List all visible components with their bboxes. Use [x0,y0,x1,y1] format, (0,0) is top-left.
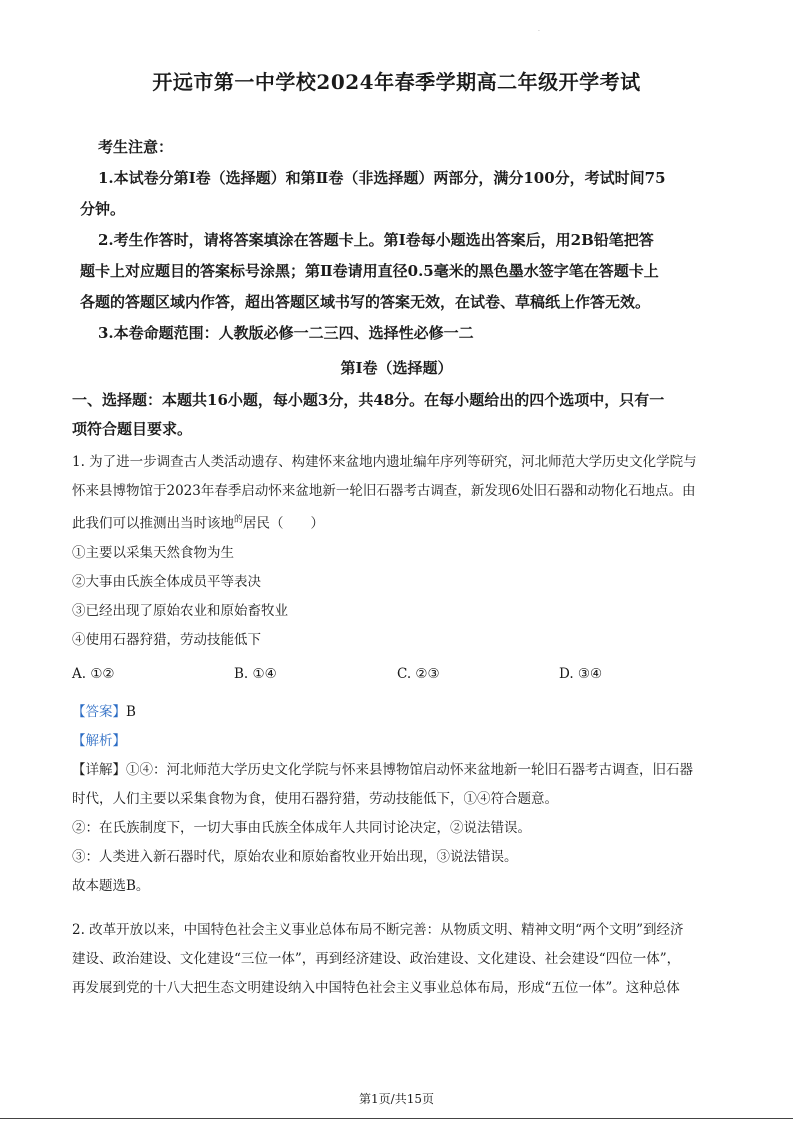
page-footer: 第1页/共15页 [359,1092,434,1106]
answer-tag: 【答案】 [72,704,126,720]
question-line: 建设、政治建设、文化建设“三位一体”，再到经济建设、政治建设、文化建设、社会建设“四位一体”， [72,951,681,967]
option-c: C. ②③ [397,666,440,682]
section-heading-line: 项符合题目要求。 [72,420,193,438]
footer-divider [0,1118,793,1119]
question-line: 再发展到党的十八大把生态文明建设纳入中国特色社会主义事业总体布局，形成“五位一体”。这种总体 [72,980,680,996]
question-1-stem [72,448,724,655]
statement: ④使用石器狩猎，劳动技能低下 [72,631,261,648]
question-line: 怀来县博物馆于2023年春季启动怀来盆地新一轮旧石器考古调查，新发现6处旧石器和动物化石地点。由 [72,483,696,499]
detail-line: 故本题选B。 [72,878,150,894]
notice-line: 题卡上对应题目的答案标号涂黑；第Ⅱ卷请用直径0.5毫米的黑色墨水签字笔在答题卡上 [80,262,659,280]
notice-block [80,132,720,349]
option-b: B. ①④ [234,666,277,682]
statement: ①主要以采集天然食物为生 [72,544,234,561]
question-1-solution [72,698,724,901]
analysis-tag: 【解析】 [72,733,126,749]
exam-title: 开远市第一中学校2024年春季学期高二年级开学考试 [152,70,641,94]
answer-value: B [126,704,136,720]
statement: ③已经出现了原始农业和原始畜牧业 [72,602,288,619]
notice-line: 1.本试卷分第Ⅰ卷（选择题）和第Ⅱ卷（非选择题）两部分，满分100分，考试时间75 [98,169,666,187]
detail-line: ②：在氏族制度下，一切大事由氏族全体成年人共同讨论决定，②说法错误。 [72,820,531,836]
detail-line: 时代，人们主要以采集食物为食，使用石器狩猎，劳动技能低下，①④符合题意。 [72,791,558,807]
notice-line: 3.本卷命题范围：人教版必修一二三四、选择性必修一二 [98,324,474,342]
section-heading-line: 一、选择题：本题共16小题，每小题3分，共48分。在每小题给出的四个选项中，只有一 [72,391,665,409]
answer-line [72,698,724,727]
question-text: 居民（ ） [243,515,325,532]
corner-dot: · [538,28,540,35]
section-title: 第Ⅰ卷（选择题） [340,359,453,377]
notice-line: 分钟。 [80,200,126,218]
notice-line: 各题的答题区域内作答，超出答题区域书写的答案无效，在试卷、草稿纸上作答无效。 [80,293,651,311]
question-1-options [72,666,724,690]
question-line: 2. 改革开放以来，中国特色社会主义事业总体布局不断完善：从物质文明、精神文明“两个文明”到经济 [72,922,684,938]
section-heading [72,386,722,444]
notice-heading: 考生注意： [98,138,174,156]
notice-line: 2.考生作答时，请将答案填涂在答题卡上。第Ⅰ卷每小题选出答案后，用2B铅笔把答 [98,231,654,249]
question-2-stem [72,916,724,1003]
question-text: 此我们可以推测出当时该地 [72,515,234,532]
edit-mark: 的 [234,515,244,525]
detail-line: 【详解】①④：河北师范大学历史文化学院与怀来县博物馆启动怀来盆地新一轮旧石器考古调查，旧石器 [72,762,693,778]
option-a: A. ①② [72,666,115,682]
statement: ②大事由氏族全体成员平等表决 [72,573,261,590]
option-d: D. ③④ [559,666,603,682]
detail-line: ③：人类进入新石器时代，原始农业和原始畜牧业开始出现，③说法错误。 [72,849,518,865]
question-line [72,506,724,539]
question-line: 1. 为了进一步调查古人类活动遗存、构建怀来盆地内遗址编年序列等研究，河北师范大学历史文化学院与 [72,454,697,470]
